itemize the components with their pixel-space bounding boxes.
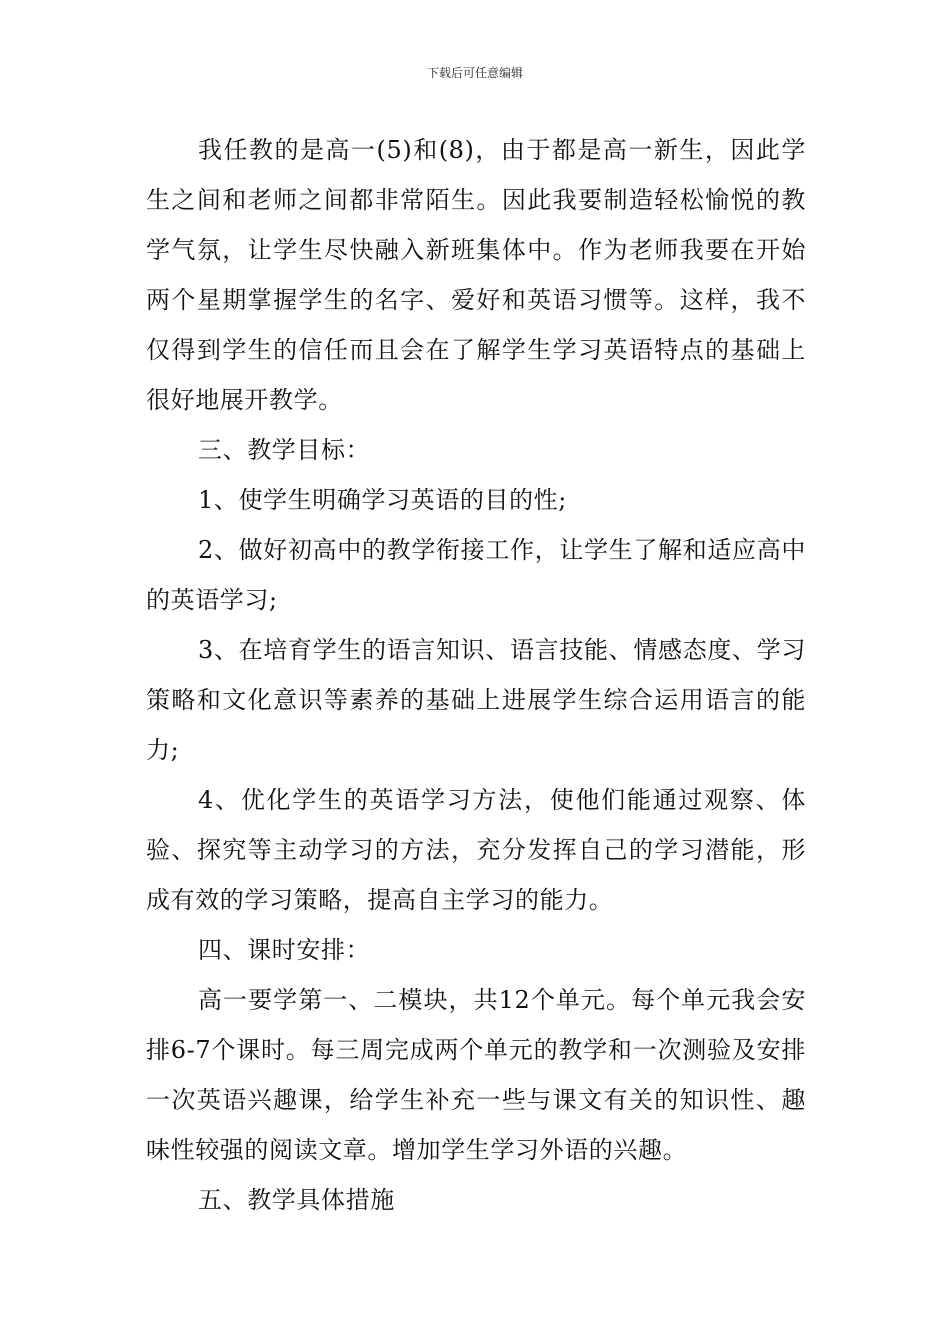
goal-item-2: 2、做好初高中的教学衔接工作，让学生了解和适应高中的英语学习; xyxy=(146,536,806,614)
goal-item-4: 4、优化学生的英语学习方法，使他们能通过观察、体验、探究等主动学习的方法，充分发挥自己的学习潜能，形成有效的学习策略，提高自主学习的能力。 xyxy=(146,786,806,914)
section-heading-goals: 三、教学目标： xyxy=(198,436,371,464)
page-header-note: 下载后可任意编辑 xyxy=(426,66,523,80)
section-heading-measures: 五、教学具体措施 xyxy=(198,1186,395,1214)
paragraph-schedule: 高一要学第一、二模块，共12个单元。每个单元我会安排6-7个课时。每三周完成两个单元的教学和一次测验及安排一次英语兴趣课，给学生补充一些与课文有关的知识性、趣味性较强的阅读文章。增加学生学习外语的兴趣。 xyxy=(146,986,806,1164)
section-heading-schedule: 四、课时安排： xyxy=(198,936,371,964)
goal-item-3: 3、在培育学生的语言知识、语言技能、情感态度、学习策略和文化意识等素养的基础上进展学生综合运用语言的能力; xyxy=(146,636,806,764)
paragraph-intro: 我任教的是高一(5)和(8)，由于都是高一新生，因此学生之间和老师之间都非常陌生。因此我要制造轻松愉悦的教学气氛，让学生尽快融入新班集体中。作为老师我要在开始两个星期掌握学生的名字、爱好和英语习惯等。这样，我不仅得到学生的信任而且会在了解学生学习英语特点的基础上很好地展开教学。 xyxy=(146,136,806,414)
document-body xyxy=(146,125,806,1225)
goal-item-1: 1、使学生明确学习英语的目的性; xyxy=(198,486,567,514)
